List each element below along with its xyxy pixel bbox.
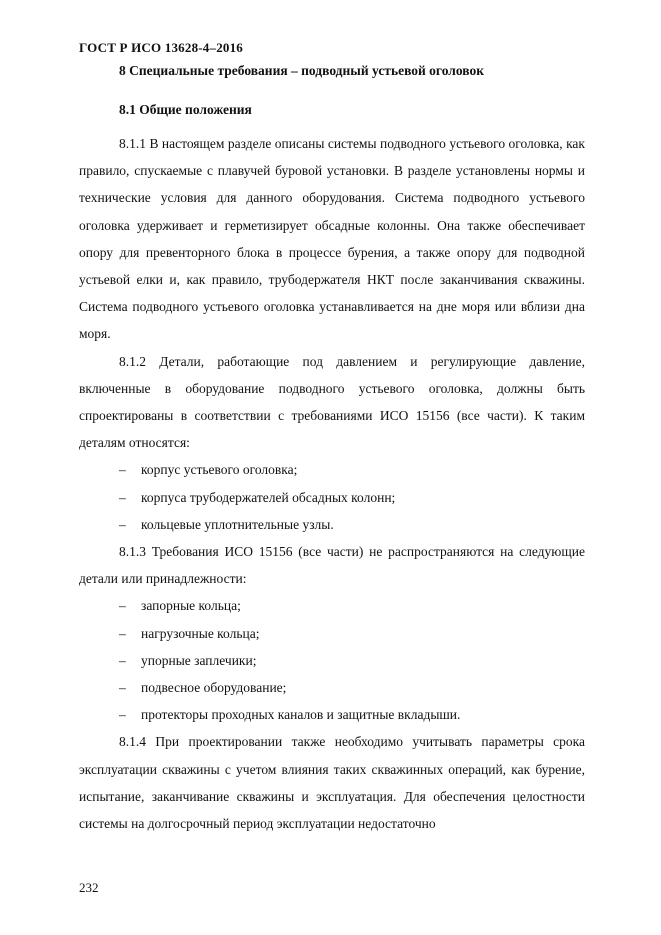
list-dash: – <box>119 707 126 723</box>
paragraph-8-1-4: 8.1.4 При проектировании также необходимо учитывать параметры срока эксплуатации скважины с учетом влияния таких скважинных операций, как бурение, испытание, заканчивание скважины и эксплуатация. Для обеспечения целостности системы на долгосрочный период эксплуатации недостаточно <box>79 734 585 831</box>
list-dash: – <box>119 652 126 668</box>
list-item <box>79 620 585 647</box>
list-item <box>79 701 585 728</box>
list-item <box>79 647 585 674</box>
list-item <box>79 674 585 701</box>
section-title: 8 Специальные требования – подводный устьевой оголовок <box>119 63 485 78</box>
list-dash: – <box>119 489 126 505</box>
list-item-text: корпуса трубодержателей обсадных колонн; <box>141 489 396 505</box>
document-id: ГОСТ Р ИСО 13628-4–2016 <box>79 40 244 55</box>
list-item <box>79 484 585 511</box>
page-number: 232 <box>79 880 99 895</box>
list-dash: – <box>119 598 126 614</box>
list-item-text: запорные кольца; <box>141 598 241 614</box>
paragraph-8-1-3: 8.1.3 Требования ИСО 15156 (все части) не распространяются на следующие детали или принадлежности: <box>79 544 585 587</box>
list-dash: – <box>119 625 126 641</box>
list-item-text: подвесное оборудование; <box>141 679 287 695</box>
list-item-text: протекторы проходных каналов и защитные вкладыши. <box>141 707 461 723</box>
list-8-1-3 <box>79 592 585 728</box>
list-dash: – <box>119 516 126 532</box>
list-item <box>79 511 585 538</box>
list-item <box>79 592 585 619</box>
list-item-text: нагрузочные кольца; <box>141 625 260 641</box>
paragraph-8-1-2: 8.1.2 Детали, работающие под давлением и регулирующие давление, включенные в оборудование подводного устьевого оголовка, должны быть спроектированы в соответствии с требованиями ИСО 15156 (все части). К таким деталям относятся: <box>79 353 585 451</box>
list-item-text: корпус устьевого оголовка; <box>141 462 298 478</box>
list-item-text: кольцевые уплотнительные узлы. <box>141 516 334 532</box>
list-item <box>79 456 585 483</box>
list-8-1-2 <box>79 456 585 538</box>
list-dash: – <box>119 462 126 478</box>
document-body <box>79 130 585 837</box>
subsection-title: 8.1 Общие положения <box>119 102 252 117</box>
list-item-text: упорные заплечики; <box>141 652 257 668</box>
paragraph-8-1-1: 8.1.1 В настоящем разделе описаны системы подводного устьевого оголовка, как правило, спускаемые с плавучей буровой установки. В разделе установлены нормы и технические условия для данного оборудования. Система подводного устьевого оголовка удерживает и герметизирует обсадные колонны. Она также обеспечивает опору для превенторного блока в процессе бурения, а также опору для подводной устьевой елки и, как правило, трубодержателя НКТ после заканчивания скважины. Система подводного устьевого оголовка устанавливается на дне моря или вблизи дна моря. <box>79 136 585 342</box>
list-dash: – <box>119 679 126 695</box>
